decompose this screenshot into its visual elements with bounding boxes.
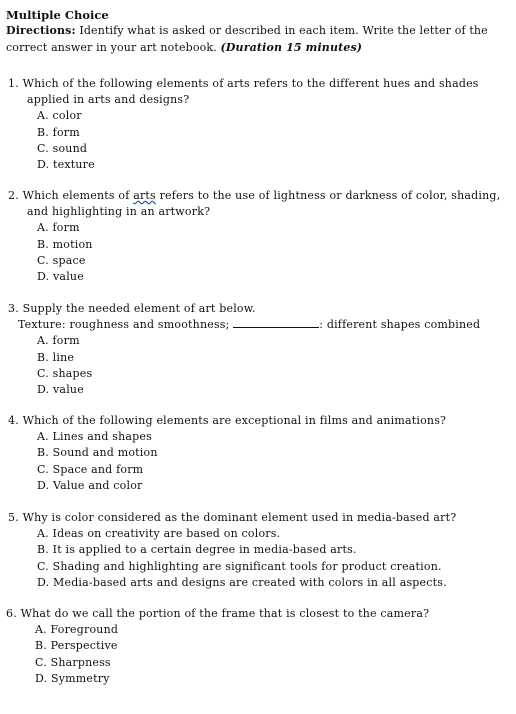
option-a: A. form <box>37 334 80 348</box>
question-number: 6. <box>6 607 17 620</box>
question-text-line2: applied in arts and designs? <box>27 93 190 107</box>
question-stem <box>8 413 508 429</box>
option-d: D. value <box>37 383 84 397</box>
question-number: 5. <box>8 511 19 524</box>
option-c: C. Sharpness <box>35 655 111 669</box>
question-text-line2: and highlighting in an artwork? <box>27 205 211 219</box>
question-number: 4. <box>8 414 19 427</box>
option-a: A. Lines and shapes <box>37 430 152 444</box>
question-text-pre: Which elements of <box>22 189 134 202</box>
question-text-post: refers to the use of lightness or darkness of color, shading, <box>155 189 501 202</box>
question-number: 3. <box>8 302 19 315</box>
option-b: B. Sound and motion <box>37 446 158 460</box>
question-text-line1: Which of the following elements of arts refers to the different hues and shades <box>22 77 479 90</box>
question-stem <box>8 188 508 220</box>
option-d: D. value <box>37 270 84 284</box>
option-b: B. It is applied to a certain degree in media-based arts. <box>37 543 357 557</box>
option-d: D. Symmetry <box>35 671 110 685</box>
question-1 <box>8 76 508 173</box>
option-c: C. Space and form <box>37 462 144 476</box>
option-d: D. Media-based arts and designs are created with colors in all aspects. <box>37 575 447 589</box>
option-a: A. Ideas on creativity are based on colors. <box>37 527 281 541</box>
options-list <box>8 526 508 591</box>
directions-label: Directions: <box>6 24 76 37</box>
question-stem <box>8 301 508 333</box>
question-5 <box>8 510 508 591</box>
spellcheck-word: arts <box>133 189 156 202</box>
question-number: 2. <box>8 189 19 202</box>
option-a: A. form <box>37 221 80 235</box>
option-b: B. Perspective <box>35 639 118 653</box>
question-text-line1: What do we call the portion of the frame that is closest to the camera? <box>20 607 430 620</box>
question-3 <box>8 301 508 398</box>
question-text-line1: Supply the needed element of art below. <box>22 302 256 315</box>
option-d: D. Value and color <box>37 478 143 492</box>
question-stem <box>8 510 508 526</box>
question-text-line1: Which of the following elements are exceptional in films and animations? <box>22 414 447 427</box>
option-c: C. Shading and highlighting are significant tools for product creation. <box>37 559 442 573</box>
options-list <box>8 429 508 494</box>
option-b: B. motion <box>37 237 93 251</box>
option-a: A. Foreground <box>35 623 119 637</box>
question-4 <box>8 413 508 494</box>
option-a: A. color <box>37 109 82 123</box>
option-c: C. space <box>37 253 86 267</box>
statement-post: : different shapes combined <box>319 318 481 332</box>
question-stem <box>6 606 506 622</box>
question-stem <box>8 76 508 108</box>
statement-pre: Texture: roughness and smoothness; <box>18 318 234 332</box>
question-number: 1. <box>8 77 19 90</box>
section-title: Multiple Choice <box>6 8 109 22</box>
options-list <box>8 220 508 285</box>
directions-text: Identify what is asked or described in each item. Write the letter of the correct answer in your art notebook. <box>6 24 488 54</box>
option-d: D. texture <box>37 158 95 172</box>
question-2 <box>8 188 508 285</box>
option-b: B. line <box>37 350 75 364</box>
answer-blank <box>233 317 319 328</box>
question-6 <box>6 606 506 687</box>
question-text-line1: Why is color considered as the dominant element used in media-based art? <box>22 511 457 524</box>
duration-note: (Duration 15 minutes) <box>220 40 363 54</box>
option-b: B. form <box>37 125 80 139</box>
option-c: C. sound <box>37 141 88 155</box>
directions <box>6 23 506 56</box>
fill-in-statement <box>8 317 508 333</box>
worksheet <box>6 8 506 56</box>
options-list <box>6 622 506 687</box>
options-list <box>8 108 508 173</box>
options-list <box>8 333 508 398</box>
option-c: C. shapes <box>37 366 93 380</box>
